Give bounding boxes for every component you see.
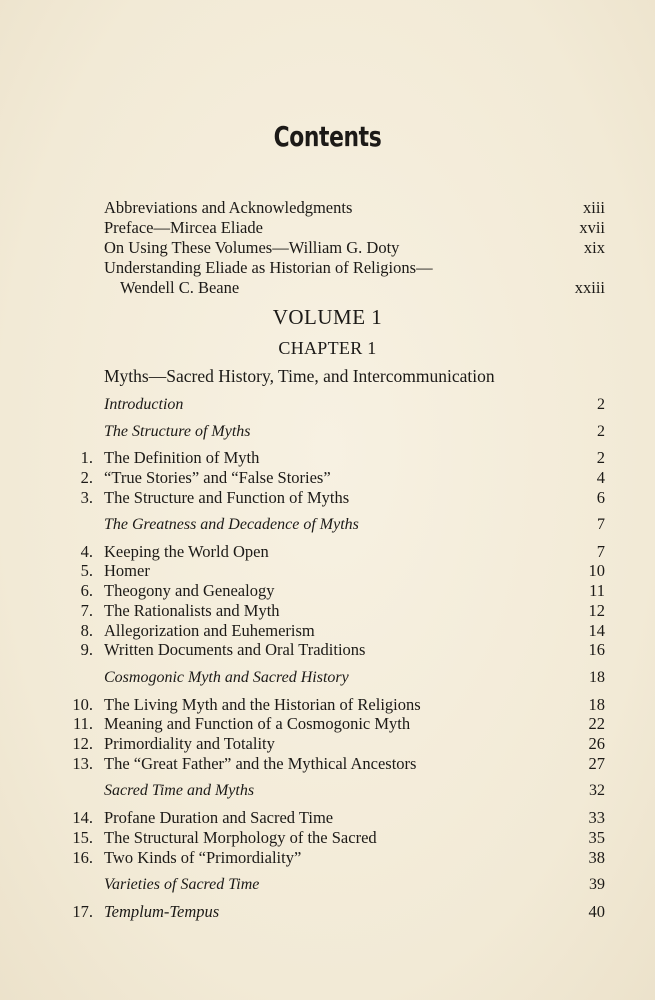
- entry-number: 16.: [72, 848, 93, 867]
- entry-page: xxiii: [574, 278, 605, 297]
- entry-label: Abbreviations and Acknowledgments: [104, 198, 353, 217]
- toc-entry-row: [0, 448, 655, 468]
- entry-page: xiii: [582, 198, 605, 217]
- entry-label: Templum-Tempus: [104, 902, 220, 921]
- entry-page: 18: [589, 669, 605, 686]
- entry-label: Keeping the World Open: [104, 542, 269, 561]
- entry-number: 10.: [72, 695, 93, 714]
- section-heading-row: [0, 781, 655, 801]
- entry-page: 12: [588, 601, 605, 620]
- toc-entry-row: [0, 695, 655, 715]
- front-matter-row: [0, 238, 655, 258]
- entry-label: Profane Duration and Sacred Time: [104, 808, 334, 827]
- entry-number: 8.: [80, 621, 93, 640]
- section-label: Varieties of Sacred Time: [104, 876, 260, 893]
- toc-entry-row: [0, 601, 655, 621]
- toc-entry-row: [0, 754, 655, 774]
- toc-entry-row: [0, 561, 655, 581]
- entry-label: The Structure and Function of Myths: [104, 488, 350, 507]
- entry-number: 14.: [72, 808, 93, 827]
- section-label: The Structure of Myths: [104, 423, 251, 440]
- entry-page: 11: [589, 581, 605, 600]
- toc-entry-row: [0, 734, 655, 754]
- chapter-heading: CHAPTER 1: [278, 338, 377, 358]
- section-heading-row: [0, 668, 655, 688]
- entry-number: 9.: [80, 640, 93, 659]
- entry-number: 11.: [72, 714, 93, 733]
- entry-page: 35: [588, 828, 605, 847]
- entry-label: Homer: [104, 561, 150, 580]
- entry-page: 39: [589, 876, 605, 893]
- entry-label: On Using These Volumes—William G. Doty: [104, 238, 400, 257]
- front-matter-row: [0, 278, 655, 298]
- entry-page: 4: [596, 468, 605, 487]
- front-matter-row: [0, 258, 655, 278]
- toc-entry-row: [0, 621, 655, 641]
- toc-entry-row: [0, 468, 655, 488]
- entry-label: Allegorization and Euhemerism: [104, 621, 315, 640]
- chapter-title: Myths—Sacred History, Time, and Intercommunication: [104, 366, 495, 386]
- toc-entry-row: [0, 640, 655, 660]
- entry-page: 27: [588, 754, 605, 773]
- entry-label: Theogony and Genealogy: [104, 581, 275, 600]
- toc-entry-row: [0, 488, 655, 508]
- entry-number: 1.: [80, 448, 93, 467]
- entry-label: The Structural Morphology of the Sacred: [104, 828, 377, 847]
- front-matter-row: [0, 218, 655, 238]
- entry-number: 15.: [72, 828, 93, 847]
- entry-page: 16: [588, 640, 605, 659]
- entry-label: “True Stories” and “False Stories”: [104, 468, 331, 487]
- entry-label: The Definition of Myth: [104, 448, 260, 467]
- section-heading-row: [0, 422, 655, 442]
- entry-label: Written Documents and Oral Traditions: [104, 640, 366, 659]
- entry-page: 32: [589, 782, 605, 799]
- entry-number: 6.: [80, 581, 93, 600]
- entry-label: The Rationalists and Myth: [104, 601, 280, 620]
- entry-page: 22: [588, 714, 605, 733]
- entry-page: 14: [588, 621, 605, 640]
- entry-page: xvii: [579, 218, 605, 237]
- toc-entry-row: [0, 902, 655, 922]
- entry-page: 40: [588, 902, 605, 921]
- entry-label: The “Great Father” and the Mythical Ancestors: [104, 754, 417, 773]
- entry-label: Primordiality and Totality: [104, 734, 275, 753]
- toc-entry-row: [0, 581, 655, 601]
- entry-number: 5.: [80, 561, 93, 580]
- entry-page: 6: [596, 488, 605, 507]
- section-heading-row: [0, 875, 655, 895]
- section-label: The Greatness and Decadence of Myths: [104, 516, 359, 533]
- section-label: Cosmogonic Myth and Sacred History: [104, 669, 349, 686]
- entry-label: Preface—Mircea Eliade: [104, 218, 263, 237]
- section-heading-row: [0, 515, 655, 535]
- entry-page: 33: [588, 808, 605, 827]
- volume-heading: VOLUME 1: [272, 305, 383, 329]
- entry-number: 7.: [80, 601, 93, 620]
- entry-number: 17.: [72, 902, 93, 921]
- page-title: Contents: [273, 120, 382, 153]
- entry-label: The Living Myth and the Historian of Religions: [104, 695, 421, 714]
- entry-page: 7: [596, 542, 605, 561]
- entry-number: 12.: [72, 734, 93, 753]
- entry-number: 13.: [72, 754, 93, 773]
- entry-label: Two Kinds of “Primordiality”: [104, 848, 302, 867]
- entry-page: 26: [588, 734, 605, 753]
- front-matter-row: [0, 198, 655, 218]
- entry-page: xix: [583, 238, 605, 257]
- entry-number: 3.: [80, 488, 93, 507]
- entry-page: 10: [588, 561, 605, 580]
- section-heading-row: [0, 395, 655, 415]
- toc-entry-row: [0, 848, 655, 868]
- entry-page: 2: [597, 423, 605, 440]
- entry-label: Understanding Eliade as Historian of Religions—: [104, 258, 433, 277]
- entry-label: Wendell C. Beane: [120, 278, 240, 297]
- section-label: Introduction: [104, 396, 184, 413]
- entry-number: 4.: [80, 542, 93, 561]
- toc-entry-row: [0, 714, 655, 734]
- entry-page: 2: [597, 396, 605, 413]
- entry-page: 2: [596, 448, 605, 467]
- entry-page: 7: [597, 516, 605, 533]
- toc-entry-row: [0, 828, 655, 848]
- section-label: Sacred Time and Myths: [104, 782, 255, 799]
- entry-label: Meaning and Function of a Cosmogonic Myth: [104, 714, 411, 733]
- entry-page: 38: [588, 848, 605, 867]
- entry-page: 18: [588, 695, 605, 714]
- toc-entry-row: [0, 808, 655, 828]
- entry-number: 2.: [80, 468, 93, 487]
- toc-entry-row: [0, 542, 655, 562]
